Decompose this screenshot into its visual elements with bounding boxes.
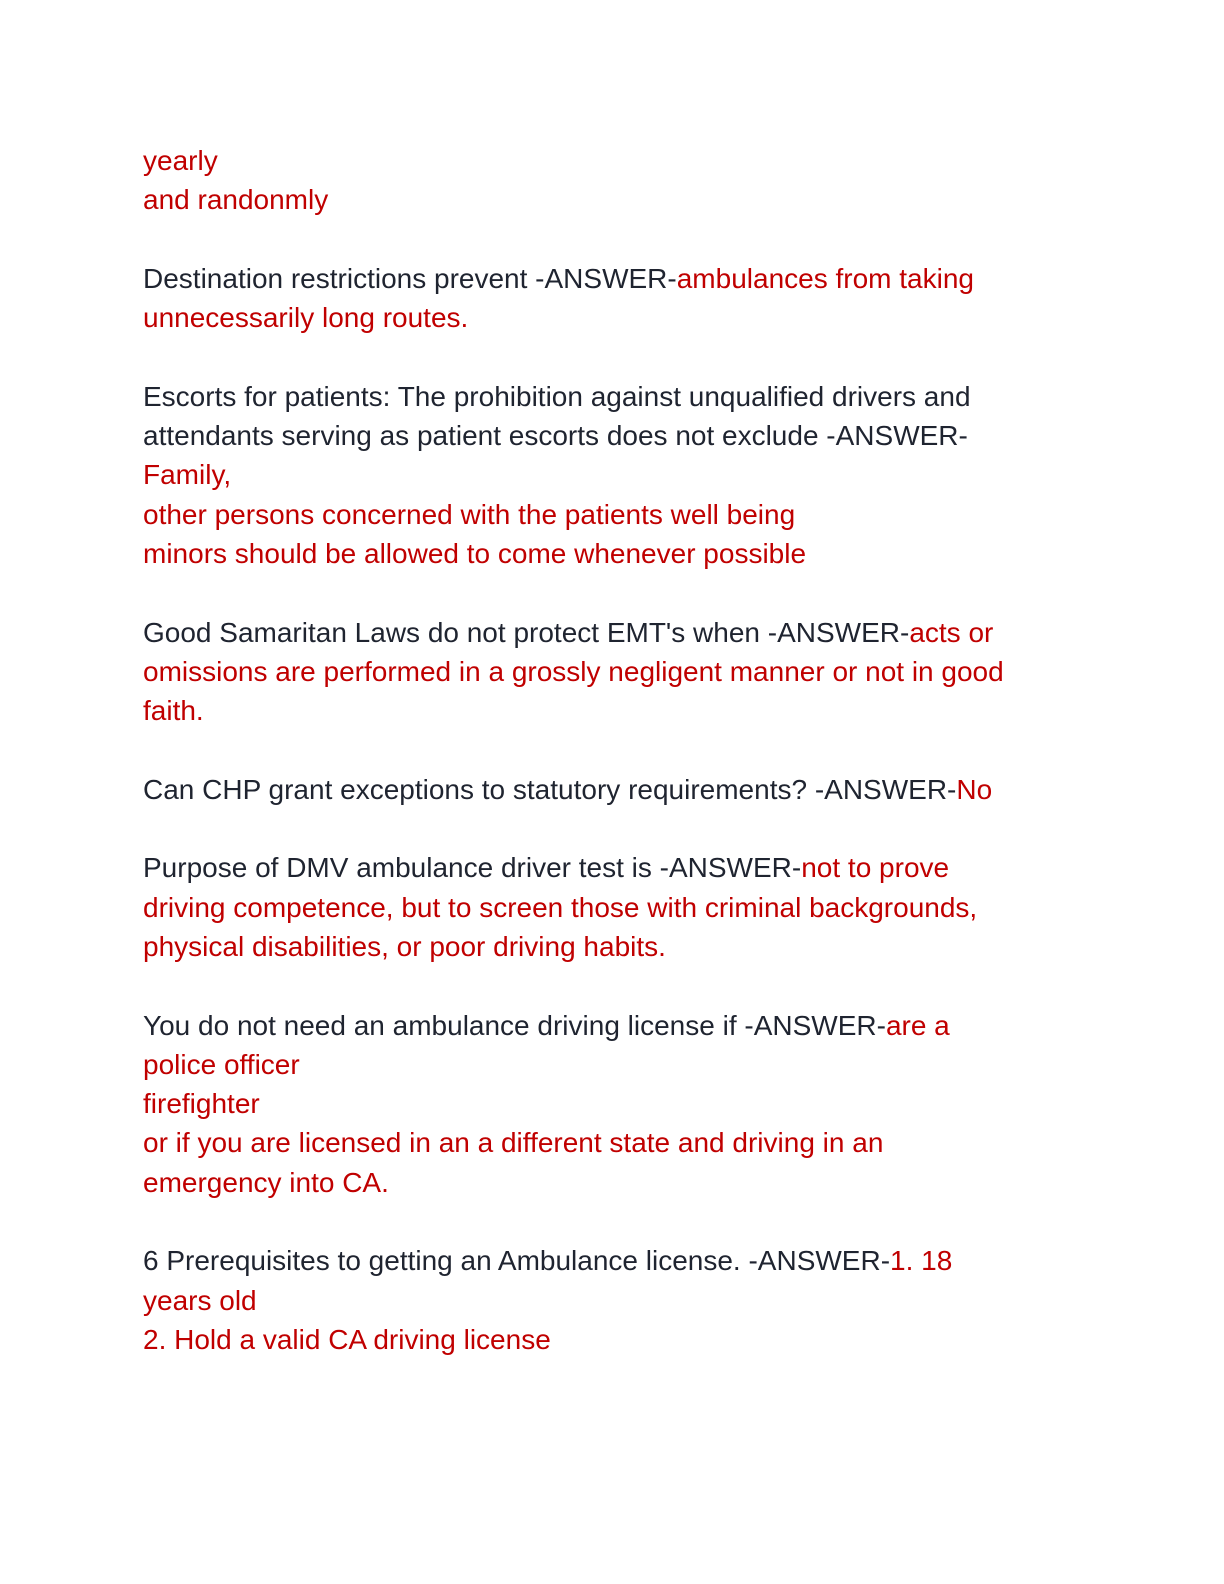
qa-entry — [143, 141, 1083, 220]
text-line — [143, 180, 1083, 219]
text-line — [143, 1320, 1083, 1359]
answer-text: are a — [885, 1009, 950, 1041]
text-line — [143, 691, 1083, 730]
text-line — [143, 416, 1083, 455]
answer-text: Family, — [143, 459, 232, 491]
paragraph-gap — [143, 337, 1083, 376]
paragraph-gap — [143, 220, 1083, 259]
paragraph-gap — [143, 966, 1083, 1005]
question-text: Good Samaritan Laws do not protect EMT's when -ANSWER- — [143, 616, 910, 648]
question-text: Purpose of DMV ambulance driver test is -ANSWER- — [143, 852, 802, 884]
answer-text: emergency into CA. — [143, 1166, 389, 1198]
answer-text: not to prove — [801, 852, 950, 884]
question-text: 6 Prerequisites to getting an Ambulance license. -ANSWER- — [143, 1245, 891, 1277]
answer-text: other persons concerned with the patients well being — [143, 498, 796, 530]
text-line — [143, 848, 1083, 887]
question-text: attendants serving as patient escorts does not exclude -ANSWER- — [143, 420, 968, 452]
answer-text: 1. 18 — [890, 1245, 953, 1277]
text-line — [143, 1163, 1083, 1202]
answer-text: or if you are licensed in an a different state and driving in an — [143, 1127, 884, 1159]
answer-text: 2. Hold a valid CA driving license — [143, 1323, 551, 1355]
answer-text: driving competence, but to screen those with criminal backgrounds, — [143, 891, 978, 923]
text-line — [143, 1045, 1083, 1084]
answer-text: and randonmly — [143, 184, 329, 216]
qa-entry — [143, 770, 1083, 809]
question-text: Can CHP grant exceptions to statutory requirements? -ANSWER- — [143, 773, 957, 805]
qa-entry — [143, 1241, 1083, 1359]
qa-entry — [143, 377, 1083, 573]
text-line — [143, 1123, 1083, 1162]
text-line — [143, 259, 1083, 298]
answer-text: yearly — [143, 145, 218, 176]
answer-text: years old — [143, 1284, 257, 1316]
document-page — [143, 141, 1083, 1359]
answer-text: omissions are performed in a grossly negligent manner or not in good — [143, 655, 1004, 687]
answer-text: police officer — [143, 1048, 300, 1080]
text-line — [143, 1241, 1083, 1280]
answer-text: faith. — [143, 695, 204, 727]
text-line — [143, 1281, 1083, 1320]
answer-text: unnecessarily long routes. — [143, 302, 469, 334]
text-line — [143, 298, 1083, 337]
answer-text: physical disabilities, or poor driving habits. — [143, 930, 666, 962]
answer-text: ambulances from taking — [676, 262, 974, 294]
text-line — [143, 1006, 1083, 1045]
qa-entry — [143, 259, 1083, 338]
paragraph-gap — [143, 730, 1083, 769]
question-text: You do not need an ambulance driving license if -ANSWER- — [143, 1009, 886, 1041]
text-line — [143, 455, 1083, 494]
answer-text: acts or — [909, 616, 994, 648]
text-line — [143, 495, 1083, 534]
answer-text: firefighter — [143, 1088, 260, 1120]
text-line — [143, 927, 1083, 966]
paragraph-gap — [143, 1202, 1083, 1241]
text-line — [143, 534, 1083, 573]
question-text: Destination restrictions prevent -ANSWER- — [143, 262, 677, 294]
question-text: Escorts for patients: The prohibition against unqualified drivers and — [143, 380, 971, 412]
qa-entry — [143, 848, 1083, 966]
answer-text: No — [956, 773, 993, 805]
text-line — [143, 377, 1083, 416]
text-line — [143, 652, 1083, 691]
paragraph-gap — [143, 809, 1083, 848]
text-line — [143, 613, 1083, 652]
qa-entry — [143, 613, 1083, 731]
paragraph-gap — [143, 573, 1083, 612]
qa-entry — [143, 1006, 1083, 1202]
text-line — [143, 770, 1083, 809]
text-line — [143, 888, 1083, 927]
text-line — [143, 1084, 1083, 1123]
answer-text: minors should be allowed to come whenever possible — [143, 537, 807, 569]
text-line — [143, 141, 1083, 180]
